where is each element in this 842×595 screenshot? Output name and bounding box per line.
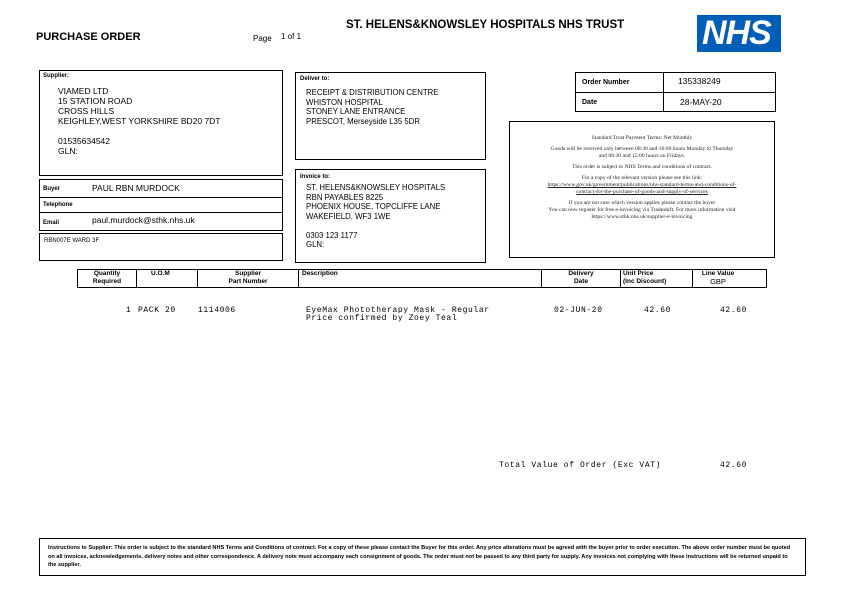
total-label: Total Value of Order (Exc VAT) [499, 461, 662, 470]
col-header-delivery-1: Delivery [568, 270, 594, 277]
invoice-to-line: WAKEFIELD, WF3 1WE [306, 211, 391, 221]
order-info-box [575, 72, 776, 112]
order-number-value: 135338249 [678, 76, 721, 86]
buyer-label: Buyer [43, 186, 61, 192]
terms-box [509, 121, 775, 258]
supplier-label: Supplier: [43, 73, 70, 79]
col-header-delivery [542, 270, 620, 286]
supplier-phone: 01535634542 [58, 136, 111, 146]
deliver-to-line: PRESCOT, Merseyside L35 5DR [306, 116, 420, 126]
supplier-gln: GLN: [58, 146, 78, 156]
col-header-unit-price-1: Unit Price [623, 270, 654, 277]
total-value: 42.60 [720, 461, 748, 470]
row-part: 1114006 [198, 306, 236, 315]
terms-line: If you are not sure which version applies please contact the buyer [568, 200, 716, 206]
deliver-to-label: Deliver to: [300, 76, 330, 82]
supplier-line: KEIGHLEY,WEST YORKSHIRE BD20 7DT [58, 116, 221, 126]
deliver-to-line: RECEIPT & DISTRIBUTION CENTRE [306, 88, 439, 97]
page-label: Page [253, 34, 272, 43]
row-delivery: 02-JUN-20 [554, 306, 603, 315]
instructions-box [39, 538, 806, 576]
terms-line: Goods will be received only between 08:30 and 16:00 hours Monday to Thursday [550, 146, 734, 152]
deliver-to-line: WHISTON HOSPITAL [306, 97, 383, 107]
invoice-to-address [306, 183, 445, 250]
supplier-address [58, 86, 221, 156]
col-header-line-value-2: GBP [710, 277, 726, 286]
page-title: PURCHASE ORDER [36, 31, 141, 43]
buyer-name: PAUL RBN MURDOCK [92, 183, 180, 193]
col-header-quantity-2: Required [92, 278, 122, 285]
col-header-part [198, 270, 298, 286]
col-header-quantity [78, 270, 136, 286]
terms-line: Standard Trust Payment Terms: Net Monthly [591, 135, 693, 141]
ward-ref: RBN007E WARD 3F [44, 238, 100, 244]
col-header-description: Description [302, 270, 338, 277]
deliver-to-box [295, 72, 486, 160]
row-description: EyeMax Phototherapy Mask - Regular [306, 306, 490, 315]
deliver-to-address [306, 88, 438, 126]
nhs-logo-text: NHS [702, 14, 771, 52]
invoice-to-label: Invoice to: [300, 174, 331, 180]
terms-line: You can now register for free e-invoicing via Tradeshift. For more information visit [548, 207, 736, 213]
col-header-unit-price [623, 270, 666, 286]
terms-line: For a copy of the relevant version please see this link: [581, 175, 703, 181]
date-value: 28-MAY-20 [680, 97, 722, 107]
invoice-to-box [295, 169, 486, 263]
supplier-line [58, 126, 221, 136]
invoice-to-line: ST. HELENS&KNOWSLEY HOSPITALS [306, 183, 446, 192]
terms-text [510, 135, 774, 221]
deliver-to-line: STONEY LANE ENTRANCE [306, 107, 406, 116]
instructions-text: Instructions to Supplier: This order is subject to the standard NHS Terms and Conditions of contract. For a copy of these please contact the Buyer for this order. Any price alterations must be agreed with the buyer prior to order execution. The above order number must be quoted on all invoices, acknowledgements, delivery notes and other correspondence. A delivery note must accompany each consignment of goods. The order must not be passed to any third party for supply. Any invoices not complying with these instructions will be returned unpaid to the supplier. [48, 545, 791, 568]
einvoicing-link[interactable]: https://www.sthk.nhs.uk/supplier-e-invoicing [591, 214, 693, 220]
buyer-box [39, 179, 283, 231]
supplier-line: CROSS HILLS [58, 106, 115, 116]
email-value: paul.murdock@sthk.nhs.uk [92, 215, 195, 225]
terms-line: This order is subject to NHS Terms and conditions of contract. [571, 164, 713, 170]
invoice-to-phone: 0303 123 1177 [306, 230, 358, 240]
terms-line: and 08:30 and 15:00 hours on Fridays. [598, 153, 686, 159]
invoice-to-gln: GLN: [306, 240, 325, 249]
supplier-box [39, 70, 283, 176]
col-header-delivery-2: Date [573, 278, 589, 285]
col-header-uom: U.O.M [151, 270, 170, 277]
terms-link[interactable]: https://www.gov.uk/government/publications/nhs-standard-terms-and-conditions-of- [547, 182, 737, 188]
trust-name: ST. HELENS&KNOWSLEY HOSPITALS NHS TRUST [346, 19, 625, 31]
row-uom: PACK 20 [138, 306, 176, 315]
col-header-quantity-1: Quantity [93, 270, 121, 277]
nhs-logo [697, 15, 781, 52]
col-header-line-value-1: Line Value [701, 270, 735, 277]
row-qty: 1 [126, 306, 132, 315]
supplier-line: VIAMED LTD [58, 86, 109, 96]
col-header-line-value [693, 270, 743, 286]
email-label: Email [43, 220, 60, 226]
invoice-to-line [306, 221, 445, 231]
order-number-label: Order Number [582, 79, 630, 86]
invoice-to-line: PHOENIX HOUSE, TOPCLIFFE LANE [306, 202, 441, 211]
col-header-part-1: Supplier [234, 270, 261, 277]
page-number: 1 of 1 [281, 32, 302, 41]
date-label: Date [582, 99, 598, 106]
row-line-value: 42.60 [720, 306, 748, 315]
telephone-label: Telephone [43, 202, 73, 208]
col-header-unit-price-2: (Inc Discount) [623, 278, 667, 285]
row-unit-price: 42.60 [644, 306, 672, 315]
col-header-part-2: Part Number [228, 278, 268, 285]
ward-ref-box [39, 233, 283, 261]
row-description-note: Price confirmed by Zoey Teal [306, 314, 458, 323]
invoice-to-line: RBN PAYABLES 8225 [306, 192, 384, 202]
terms-link[interactable]: contract-for-the-purchase-of-goods-and-supply-of-services [576, 189, 708, 195]
supplier-line: 15 STATION ROAD [58, 96, 133, 106]
